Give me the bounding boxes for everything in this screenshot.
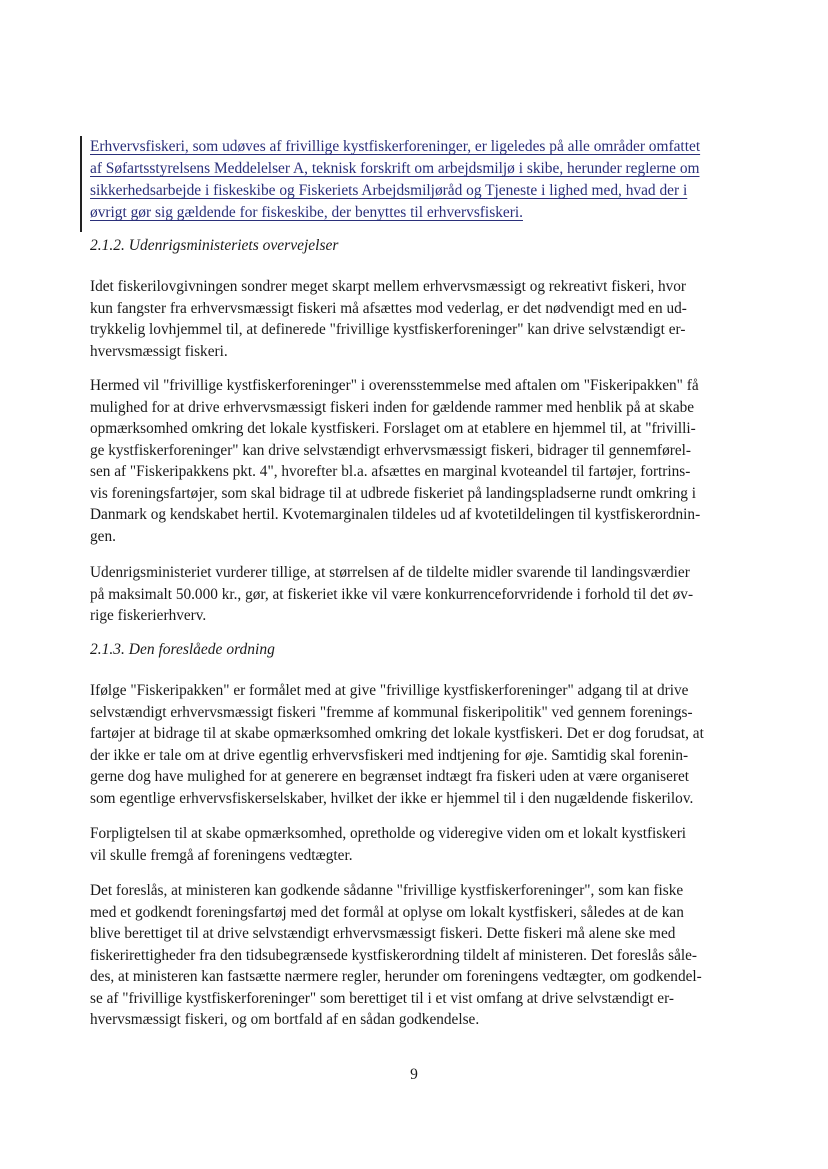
text-line: Det foreslås, at ministeren kan godkende sådanne "frivillige kystfiskerforeninger", som kan fiske xyxy=(90,882,684,899)
text-line: Forpligtelsen til at skabe opmærksomhed, opretholde og videregive viden om et lokalt kystfiskeri xyxy=(90,825,687,842)
text-line: sen af "Fiskeripakkens pkt. 4", hvorefter bl.a. afsættes en marginal kvoteandel til fartøjer, fortrins- xyxy=(90,463,691,480)
text-line: gen. xyxy=(90,527,116,545)
text-line: på maksimalt 50.000 kr., gør, at fiskeriet ikke vil være konkurrenceforvridende i forhold til det øv- xyxy=(90,585,694,603)
text-line: fartøjer at bidrage til at skabe opmærksomhed omkring det lokale kystfiskeri. Det er dog forudsat, at xyxy=(90,725,704,742)
page-number: 9 xyxy=(410,1066,418,1083)
paragraph xyxy=(90,680,750,809)
paragraph xyxy=(90,375,750,547)
section-heading-2-1-3: 2.1.3. Den foreslåede ordning xyxy=(90,641,275,658)
text-line: ge kystfiskerforeninger" kan drive selvstændigt erhvervsmæssigt fiskeri, bidrager til gennemførel- xyxy=(90,441,691,459)
text-line: se af "frivillige kystfiskerforeninger" som berettiget til i et vist omfang at drive selvstændigt er- xyxy=(90,989,674,1007)
paragraph xyxy=(90,823,750,866)
text-line: vil skulle fremgå af foreningens vedtægter. xyxy=(90,846,353,864)
text-line: der ikke er tale om at drive egentlig erhvervsfiskeri med indtjening for øje. Samtidig skal forenin- xyxy=(90,746,689,764)
text-line: blive berettiget til at drive selvstændigt erhvervsmæssigt fiskeri. Dette fiskeri må alene ske med xyxy=(90,925,676,942)
text-line: Hermed vil "frivillige kystfiskerforeninger" i overensstemmelse med aftalen om "Fiskeripakken" få xyxy=(90,377,699,394)
text-line: fiskerirettigheder fra den tidsubegrænsede kystfiskerordning tildelt af ministeren. Det foreslås såle- xyxy=(90,946,698,964)
text-line: Danmark og kendskabet hertil. Kvotemarginalen tildeles ud af kvotetildelingen til kystfiskerordnin- xyxy=(90,506,701,523)
paragraph xyxy=(90,276,750,362)
text-line: mulighed for at drive erhvervsmæssigt fiskeri inden for gældende rammer med henblik på at skabe xyxy=(90,398,695,416)
text-line: kun fangster fra erhvervsmæssigt fiskeri må afsættes mod vederlag, er det nødvendigt med en ud- xyxy=(90,299,687,317)
text-line: af Søfartsstyrelsens Meddelelser A, teknisk forskrift om arbejdsmiljø i skibe, herunder reglerne om xyxy=(90,160,700,177)
text-line: opmærksomhed omkring det lokale kystfiskeri. Forslaget om at etablere en hjemmel til, at "frivilli- xyxy=(90,420,696,437)
text-line: Erhvervsfiskeri, som udøves af frivillige kystfiskerforeninger, er ligeledes på alle områder omfattet xyxy=(90,138,701,155)
text-line: Udenrigsministeriet vurderer tillige, at størrelsen af de tildelte midler svarende til landingsværdier xyxy=(90,564,690,581)
text-line: rige fiskerierhverv. xyxy=(90,607,207,624)
text-line: sikkerhedsarbejde i fiskeskibe og Fiskeriets Arbejdsmiljøråd og Tjeneste i lighed med, hvad der i xyxy=(90,182,688,199)
section-heading-2-1-2: 2.1.2. Udenrigsministeriets overvejelser xyxy=(90,237,339,254)
text-line: øvrigt gør sig gældende for fiskeskibe, der benyttes til erhvervsfiskeri. xyxy=(90,204,523,221)
text-line: des, at ministeren kan fastsætte nærmere regler, herunder om foreningens vedtægter, om godkendel- xyxy=(90,968,702,985)
text-line: med et godkendt foreningsfartøj med det formål at oplyse om lokalt kystfiskeri, således at de kan xyxy=(90,903,684,921)
text-line: selvstændigt erhvervsmæssigt fiskeri "fremme af kommunal fiskeripolitik" ved gennem forenings- xyxy=(90,703,693,721)
text-line: Ifølge "Fiskeripakken" er formålet med at give "frivillige kystfiskerforeninger" adgang til at drive xyxy=(90,682,689,699)
text-line: hvervsmæssigt fiskeri, og om bortfald af en sådan godkendelse. xyxy=(90,1011,480,1028)
text-line: trykkelig lovhjemmel til, at definerede "frivillige kystfiskerforeninger" kan drive selvstændigt er- xyxy=(90,321,686,338)
text-line: som egentlige erhvervsfiskerselskaber, hvilket der ikke er hjemmel til i den nugældende fiskerilov. xyxy=(90,789,694,807)
paragraph xyxy=(90,880,750,1031)
paragraph xyxy=(90,562,750,627)
text-line: gerne dog have mulighed for at generere en begrænset indtægt fra fiskeri uden at være organiseret xyxy=(90,768,690,785)
change-margin-bar xyxy=(80,136,82,232)
text-line: Idet fiskerilovgivningen sondrer meget skarpt mellem erhvervsmæssigt og rekreativt fiskeri, hvor xyxy=(90,278,687,295)
amended-paragraph xyxy=(90,136,750,224)
text-line: vis foreningsfartøjer, som skal bidrage til at udbrede fiskeriet på landingspladserne rundt omkring i xyxy=(90,484,697,502)
text-line: hvervsmæssigt fiskeri. xyxy=(90,342,228,360)
